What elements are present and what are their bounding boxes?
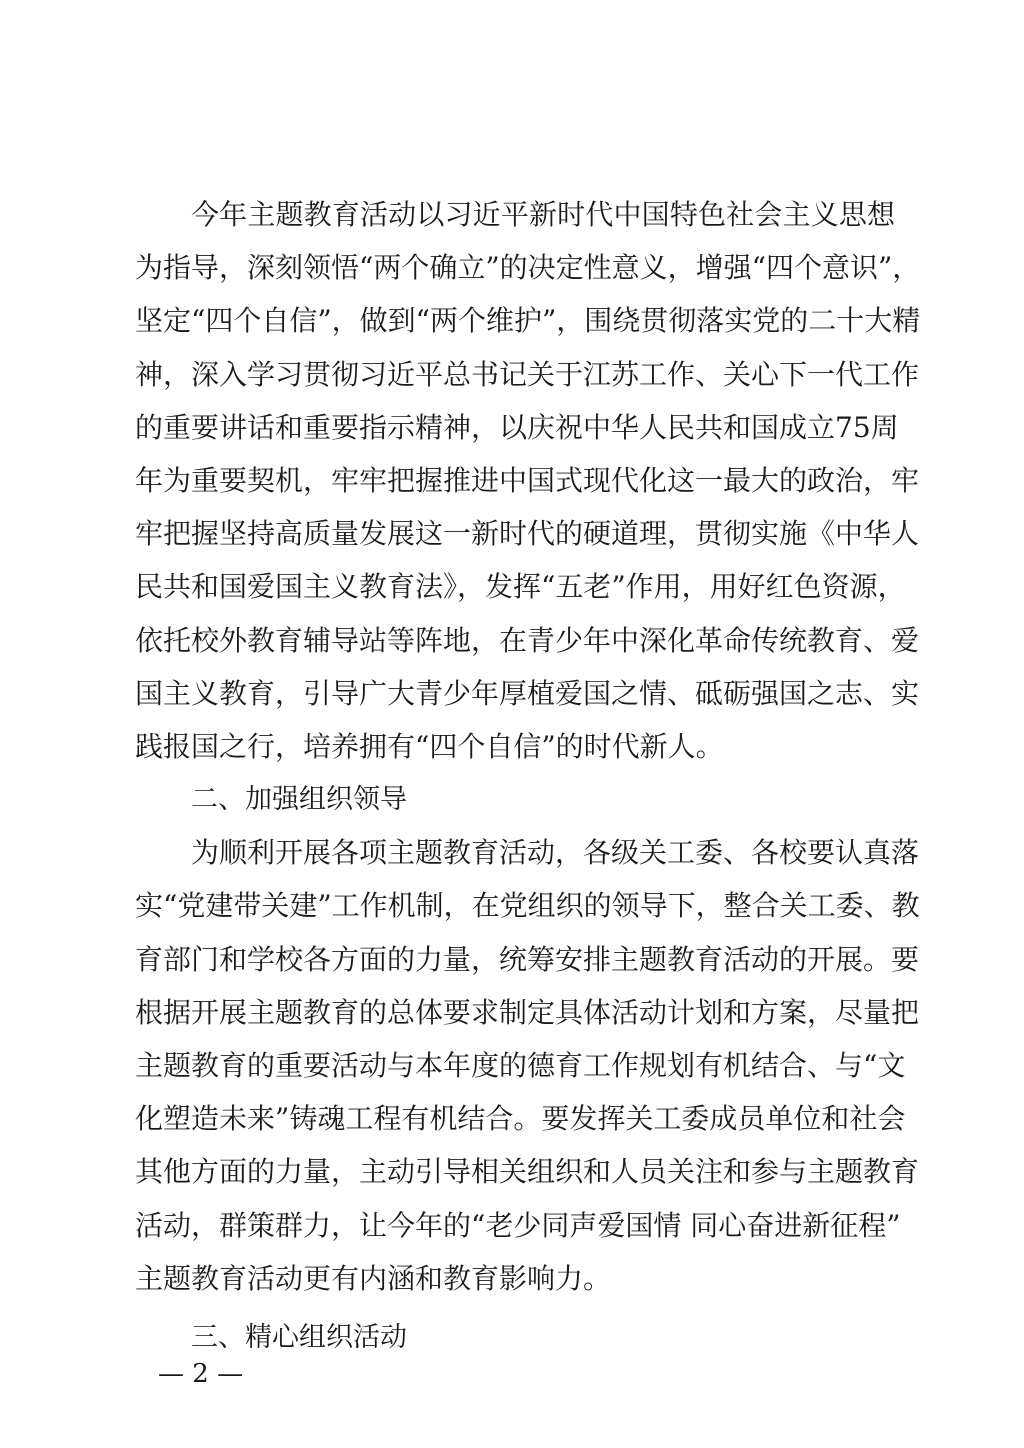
paragraph-line: 实“党建带关建”工作机制，在党组织的领导下，整合关工委、教 [135, 889, 920, 923]
paragraph-line: 依托校外教育辅导站等阵地，在青少年中深化革命传统教育、爱 [135, 623, 920, 657]
paragraph-organization [135, 826, 920, 1305]
paragraph-line: 牢把握坚持高质量发展这一新时代的硬道理，贯彻实施《中华人 [135, 517, 920, 551]
paragraph-line: 为指导，深刻领悟“两个确立”的决定性意义，增强“四个意识”， [135, 251, 921, 285]
paragraph-line: 坚定“四个自信”，做到“两个维护”，围绕贯彻落实党的二十大精 [135, 304, 921, 338]
paragraph-theme-guidance [135, 188, 921, 773]
paragraph-line: 践报国之行，培养拥有“四个自信”的时代新人。 [135, 729, 724, 763]
paragraph-line: 主题教育活动更有内涵和教育影响力。 [135, 1261, 612, 1295]
page-number: — 2 — [158, 1359, 244, 1389]
document-body [135, 188, 921, 1364]
paragraph-line: 年为重要契机，牢牢把握推进中国式现代化这一最大的政治，牢 [135, 463, 920, 497]
paragraph-line: 其他方面的力量，主动引导相关组织和人员关注和参与主题教育 [135, 1155, 920, 1189]
paragraph-line: 民共和国爱国主义教育法》，发挥“五老”作用，用好红色资源， [135, 570, 906, 604]
paragraph-line: 育部门和学校各方面的力量，统筹安排主题教育活动的开展。要 [135, 942, 920, 976]
paragraph-line: 神，深入学习贯彻习近平总书记关于江苏工作、关心下一代工作 [135, 357, 920, 391]
paragraph-line: 为顺利开展各项主题教育活动，各级关工委、各校要认真落 [191, 836, 920, 870]
paragraph-line: 的重要讲话和重要指示精神，以庆祝中华人民共和国成立75周 [135, 410, 899, 444]
section-heading-activities: 三、精心组织活动 [191, 1321, 407, 1353]
paragraph-line: 化塑造未来”铸魂工程有机结合。要发挥关工委成员单位和社会 [135, 1102, 906, 1136]
paragraph-line: 今年主题教育活动以习近平新时代中国特色社会主义思想 [191, 198, 895, 231]
paragraph-line: 国主义教育，引导广大青少年厚植爱国之情、砥砺强国之志、实 [135, 676, 920, 710]
paragraph-line: 根据开展主题教育的总体要求制定具体活动计划和方案，尽量把 [135, 995, 920, 1029]
paragraph-line: 活动，群策群力，让今年的“老少同声爱国情 同心奋进新征程” [135, 1208, 901, 1242]
section-heading-organization: 二、加强组织领导 [191, 784, 407, 816]
paragraph-line: 主题教育的重要活动与本年度的德育工作规划有机结合、与“文 [135, 1049, 906, 1082]
